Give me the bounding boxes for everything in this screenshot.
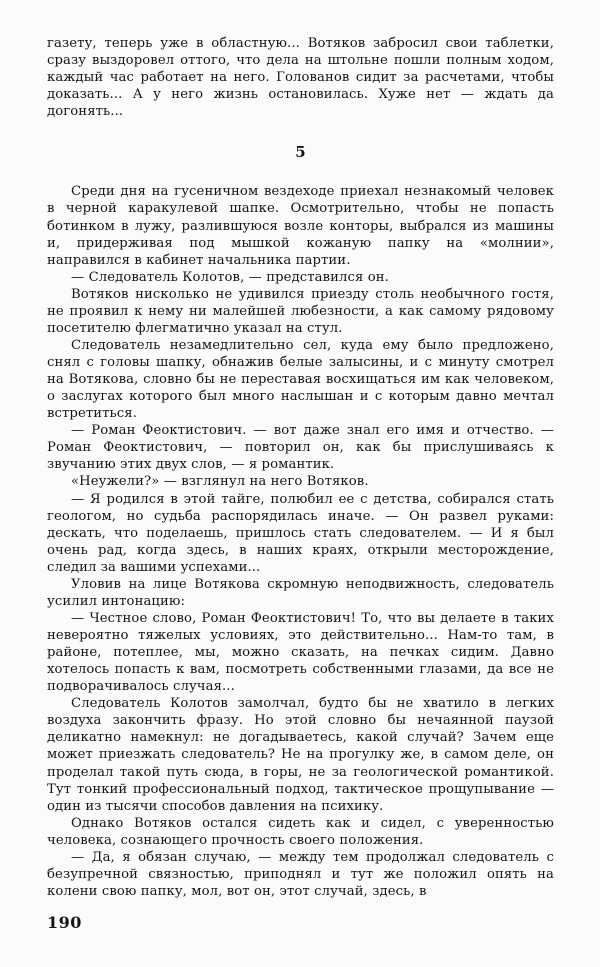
paragraph: Однако Вотяков остался сидеть как и сидел, с уверенностью человека, сознающего прочность своего положения. [47,815,554,848]
paragraph: Следователь Колотов замолчал, будто бы не хватило в легких воздуха закончить фразу. Но этой словно бы нечаянной паузой деликатно намекнул: не догадываетесь, какой случай? Зачем еще может приезжать следователь? Не на прогулку же, в самом деле, он проделал такой путь сюда, в горы, не за геологической романтикой. Тут тонкий профессиональный подход, тактическое прощупывание — один из тысячи способов давления на психику. [47,696,554,814]
paragraph: — Честное слово, Роман Феоктистович! То, что вы делаете в таких невероятно тяжелых условиях, это действительно... Нам-то там, в районе, потеплее, мы, можно сказать, на печках сидим. Давно хотелось попасть к вам, посмотреть собственными глазами, да все не подворачивалось случая... [47,610,554,695]
paragraph: — Роман Феоктистович. — вот даже знал его имя и отчество. — Роман Феоктистович, — повторил он, как бы прислушиваясь к звучанию этих двух слов, — я романтик. [47,423,554,473]
chapter-number: 5 [295,143,306,162]
paragraph: — Я родился в этой тайге, полюбил ее с детства, собирался стать геологом, но судьба распорядилась иначе. — Он развел руками: дескать, что поделаешь, пришлось стать следователем. — И я был очень рад, когда здесь, в наших краях, открыли месторождение, следил за вашими успехами... [47,491,554,575]
paragraph: Вотяков нисколько не удивился приезду столь необычного гостя, не проявил к нему ни малейшей любезности, а как самому рядовому посетителю флегматично указал на стул. [47,286,554,336]
paragraph: — Да, я обязан случаю, — между тем продолжал следователь с безупречной связностью, приподнял и тут же положил опять на колени свою папку, мол, вот он, этот случай, здесь, в [47,849,554,899]
opening-paragraph: газету, теперь уже в областную... Вотяков забросил свои таблетки, сразу выздоровел оттого, что дела на штольне пошли полным ходом, каждый час работает на него. Голованов сидит за расчетами, чтобы доказать... А у него жизнь остановилась. Хуже нет — ждать да догонять... [47,36,554,120]
paragraph: — Следователь Колотов, — представился он. [71,269,389,285]
page-text [47,35,554,900]
paragraph: Следователь незамедлительно сел, куда ему было предложено, снял с головы шапку, обнажив белые залысины, и с минуту смотрел на Вотякова, словно бы не переставая восхищаться им как человеком, о заслугах которого был много наслышан и с которым давно мечтал встретиться. [47,337,554,422]
paragraph: Уловив на лице Вотякова скромную неподвижность, следователь усилил интонацию: [47,576,554,609]
paragraph: Среди дня на гусеничном вездеходе приехал незнакомый человек в черной каракулевой шапке. Осмотрительно, чтобы не попасть ботинком в лужу, разлившуюся возле конторы, выбрался из машины и, придерживая под мышкой кожаную папку на «молнии», направился в кабинет начальника партии. [47,184,554,268]
paragraph: «Неужели?» — взглянул на него Вотяков. [71,474,369,490]
page-number: 190 [47,913,82,932]
